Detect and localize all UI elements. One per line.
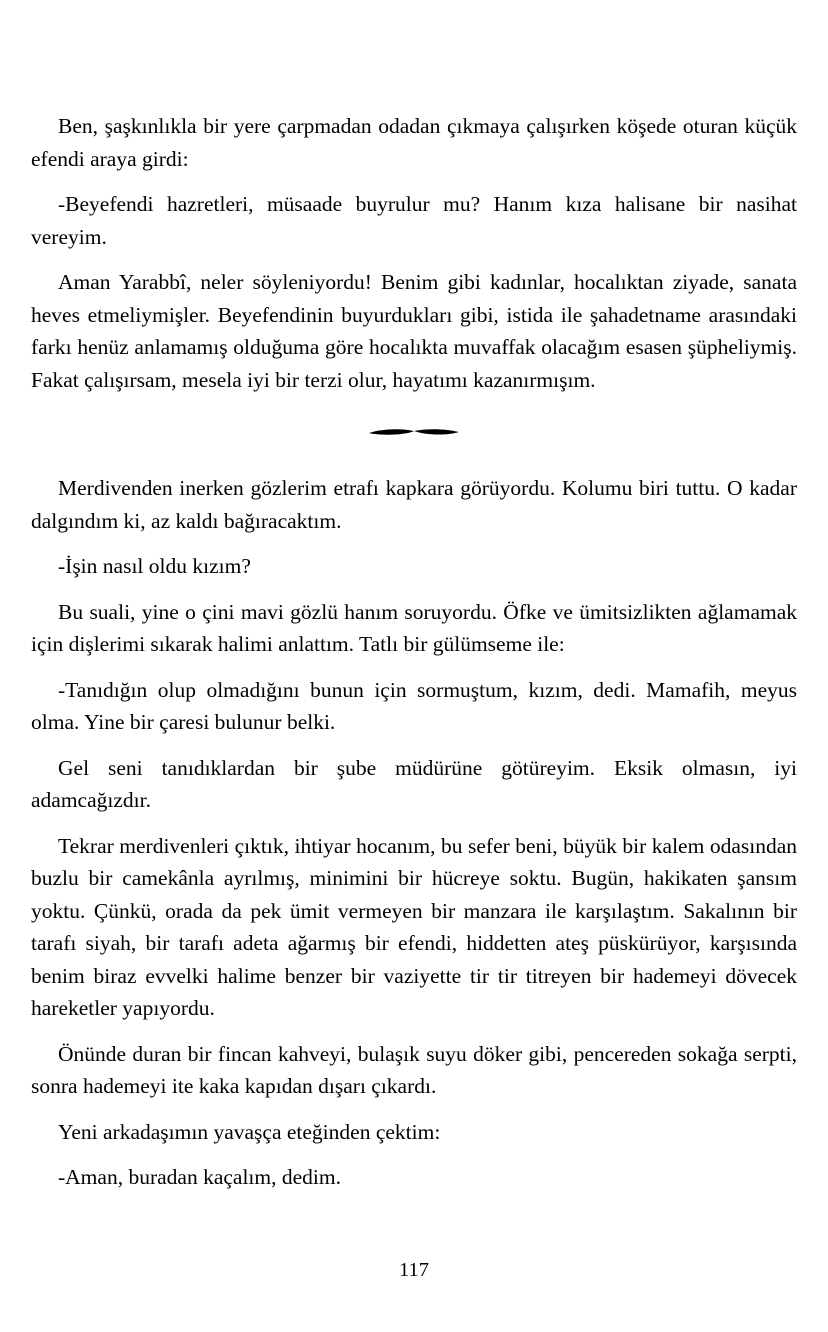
paragraph: Ben, şaşkınlıkla bir yere çarpmadan odadan çıkmaya çalışırken köşede oturan küçük efendi araya girdi:	[31, 114, 797, 171]
paragraph: Bu suali, yine o çini mavi gözlü hanım soruyordu. Öfke ve ümitsizlikten ağlamamak için dişlerimi sıkarak halimi anlattım. Tatlı bir gülümseme ile:	[31, 599, 797, 656]
page-number: 117	[399, 1258, 429, 1281]
paragraph: Merdivenden inerken gözlerim etrafı kapkara görüyordu. Kolumu biri tuttu. O kadar dalgındım ki, az kaldı bağıracaktım.	[31, 476, 797, 533]
paragraph: -Tanıdığın olup olmadığını bunun için sormuştum, kızım, dedi. Mamafih, meyus olma. Yine bir çaresi bulunur belki.	[31, 677, 797, 734]
section-divider	[31, 426, 797, 438]
paragraph: Aman Yarabbî, neler söyleniyordu! Benim gibi kadınlar, hocalıktan ziyade, sanata heves etmeliymişler. Beyefendinin buyurdukları gibi, istida ile şahadetname arasındaki farkı henüz anlamamış olduğuma göre hocalıkta muvaffak olacağım esasen şüpheliymiş. Fakat çalışırsam, mesela iyi bir terzi olur, hayatımı kazanırmışım.	[31, 270, 797, 392]
paragraph: Önünde duran bir fincan kahveyi, bulaşık suyu döker gibi, pencereden sokağa serpti, sonra hademeyi ite kaka kapıdan dışarı çıkardı.	[31, 1041, 797, 1098]
paragraph: -İşin nasıl oldu kızım?	[58, 554, 251, 578]
paragraph: Yeni arkadaşımın yavaşça eteğinden çektim:	[58, 1119, 441, 1144]
divider-ornament-icon	[368, 426, 460, 438]
paragraph: -Beyefendi hazretleri, müsaade buyrulur mu? Hanım kıza halisane bir nasihat vereyim.	[31, 192, 797, 249]
paragraph: Gel seni tanıdıklardan bir şube müdürüne götüreyim. Eksik olmasın, iyi adamcağızdır.	[31, 755, 797, 812]
paragraph: -Aman, buradan kaçalım, dedim.	[58, 1165, 341, 1189]
paragraph: Tekrar merdivenleri çıktık, ihtiyar hocanım, bu sefer beni, büyük bir kalem odasından buzlu bir camekânla ayrılmış, minimini bir hücreye soktu. Bugün, hakikaten şansım yoktu. Çünkü, orada da pek ümit vermeyen bir manzara ile karşılaştım. Sakalının bir tarafı siyah, bir tarafı adeta ağarmış bir efendi, hiddetten ateş püskürüyor, karşısında benim biraz evvelki halime benzer bir vaziyette tir tir titreyen bir hademeyi dövecek hareketler yapıyordu.	[31, 833, 797, 1020]
